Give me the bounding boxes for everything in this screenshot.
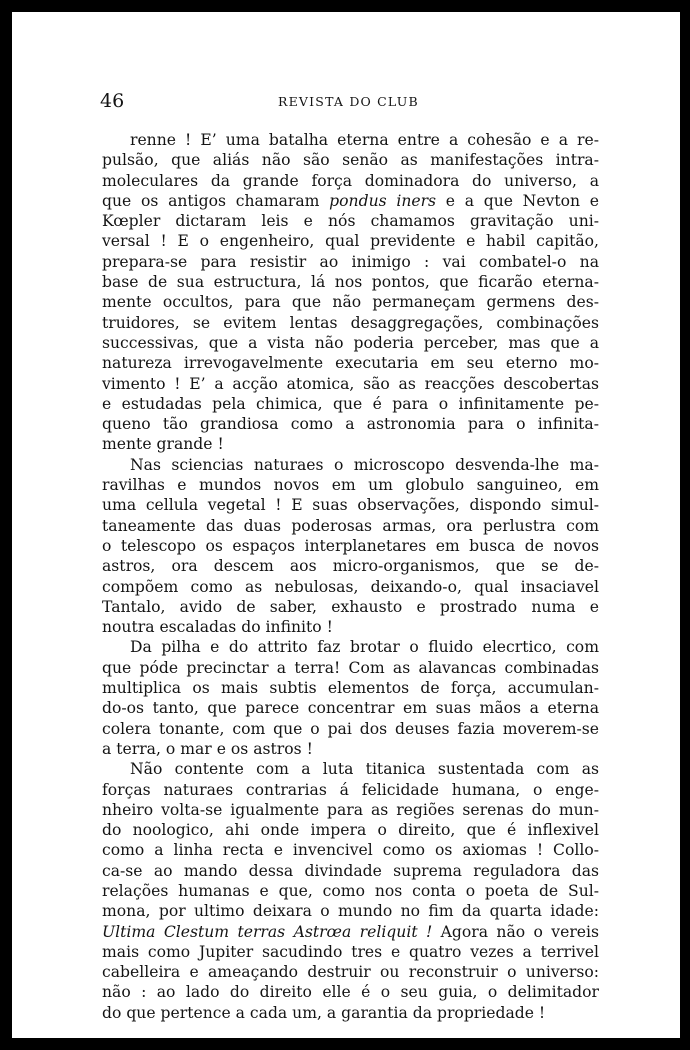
page (12, 12, 680, 1038)
text-line: Tantalo, avido de saber, exhausto e prostrado numa e (102, 597, 599, 616)
text-line: compõem como as nebulosas, deixando-o, qual insaciavel (102, 577, 599, 596)
text-line: astros, ora descem aos micro-organismos, que se de- (102, 557, 599, 576)
running-head: REVISTA DO CLUB (278, 94, 419, 109)
text-line: taneamente das duas poderosas armas, ora perlustra com (102, 516, 599, 535)
text-line: pulsão, que aliás não são senão as manifestações intra- (102, 151, 599, 170)
text-line: Kœpler dictaram leis e nós chamamos gravitação uni- (102, 212, 599, 231)
body-text (102, 130, 599, 1023)
text-line: base de sua estructura, lá nos pontos, que ficarão eterna- (102, 273, 599, 292)
text-line (102, 191, 599, 211)
text-line: noutra escaladas do infinito ! (102, 618, 333, 637)
page-header (100, 90, 600, 112)
text-line: ravilhas e mundos novos em um globulo sanguineo, em (102, 476, 599, 495)
text-line: truidores, se evitem lentas desaggregações, combinações (102, 313, 599, 332)
text-line: moleculares da grande força dominadora do universo, a (102, 171, 599, 190)
text-segment: que os antigos chamaram (102, 191, 330, 210)
text-line: versal ! E o engenheiro, qual previdente e habil capitão, (102, 232, 599, 251)
text-line: do que pertence a cada um, a garantia da propriedade ! (102, 1003, 546, 1022)
page-number: 46 (100, 90, 125, 112)
paragraph (102, 130, 599, 455)
text-line: o telescopo os espaços interplanetares em busca de novos (102, 536, 599, 555)
text-line: Nas sciencias naturaes o microscopo desvenda-lhe ma- (130, 455, 599, 474)
text-line: do noologico, ahi onde impera o direito, que é inflexivel (102, 821, 599, 840)
text-line: mente occultos, para que não permaneçam germens des- (102, 293, 599, 312)
text-line: como a linha recta e invencivel como os axiomas ! Collo- (102, 841, 599, 860)
text-line: e estudadas pela chimica, que é para o infinitamente pe- (102, 394, 599, 413)
paragraph (102, 455, 599, 638)
text-line: colera tonante, com que o pai dos deuses fazia moverem-se (102, 719, 599, 738)
text-line: Da pilha e do attrito faz brotar o fluido elecrtico, com (130, 638, 599, 657)
text-line: nheiro volta-se igualmente para as regiões serenas do mun- (102, 800, 599, 819)
text-line: ca-se ao mando dessa divindade suprema reguladora das (102, 861, 599, 880)
text-line: do-os tanto, que parece concentrar em suas mãos a eterna (102, 699, 599, 718)
text-line: relações humanas e que, como nos conta o poeta de Sul- (102, 881, 599, 900)
text-line: mais como Jupiter sacudindo tres e quatro vezes a terrivel (102, 942, 599, 961)
italic-phrase: pondus iners (329, 191, 437, 210)
text-line (102, 922, 599, 942)
text-line: Não contente com a luta titanica sustentada com as (130, 760, 599, 779)
text-line: queno tão grandiosa como a astronomia para o infinita- (102, 415, 599, 434)
text-line: vimento ! E’ a acção atomica, são as reacções descobertas (102, 374, 599, 393)
text-line: mona, por ultimo deixara o mundo no fim da quarta idade: (102, 902, 599, 921)
text-line: prepara-se para resistir ao inimigo : vai combatel-o na (102, 252, 599, 271)
text-line: que póde precinctar a terra! Com as alavancas combinadas (102, 658, 599, 677)
paragraph (102, 637, 599, 759)
paragraph (102, 759, 599, 1023)
text-line: natureza irrevogavelmente executaria em seu eterno mo- (102, 354, 599, 373)
text-line: renne ! E’ uma batalha eterna entre a cohesão e a re- (130, 131, 599, 149)
text-line: não : ao lado do direito elle é o seu guia, o delimitador (102, 983, 599, 1002)
text-line: successivas, que a vista não poderia perceber, mas que a (102, 333, 599, 352)
text-segment: e a que Nevton e (436, 191, 599, 210)
text-line: a terra, o mar e os astros ! (102, 739, 313, 758)
text-line: forças naturaes contrarias á felicidade humana, o enge- (102, 780, 599, 799)
text-line: multiplica os mais subtis elementos de força, accumulan- (102, 679, 599, 698)
text-line: uma cellula vegetal ! E suas observações, dispondo simul- (102, 496, 599, 515)
text-segment: Agora não o vereis (432, 922, 599, 941)
italic-phrase: Ultima Clestum terras Astrœa reliquit ! (102, 922, 433, 941)
text-line: cabelleira e ameaçando destruir ou reconstruir o universo: (102, 963, 599, 982)
text-line: mente grande ! (102, 435, 224, 454)
